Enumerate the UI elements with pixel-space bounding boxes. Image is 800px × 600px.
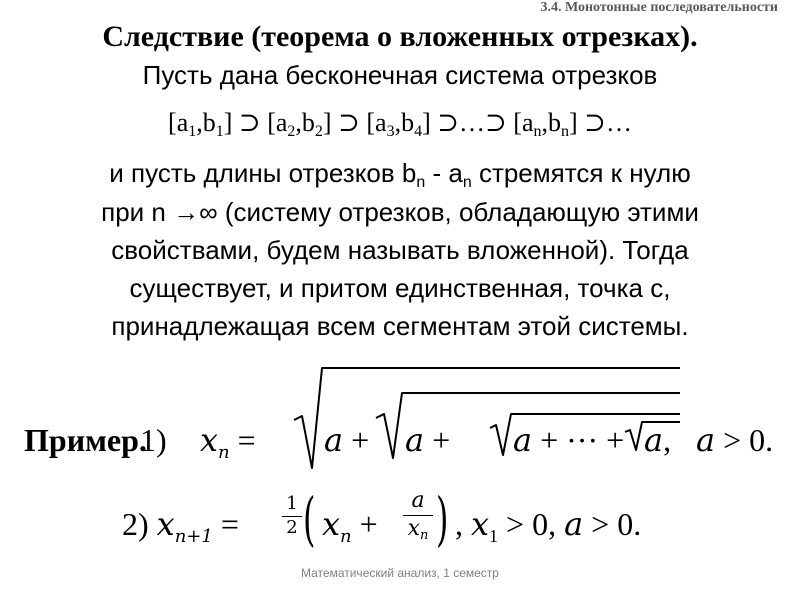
a-over-xn-fraction: a $x_n$ [403, 490, 433, 542]
corollary-line-7: принадлежащая всем сегментам этой системы. [111, 311, 689, 341]
radicand-1: a + [324, 421, 370, 459]
xn-term: $x_n$ + [322, 505, 378, 547]
corollary-line-6: существует, и притом единственная, точка c, [129, 273, 671, 303]
radicand-3: a + ··· + [513, 421, 625, 459]
corollary-line-5: свойствами, будем называть вложенной). Тогда [111, 235, 689, 265]
example-label: Пример. [24, 422, 147, 458]
corollary-title: Следствие (теорема о вложенных отрезках). [102, 20, 698, 53]
radicand-2: a + [405, 421, 451, 459]
corollary-line-4: при n →∞ (систему отрезков, обладающую этими [101, 197, 699, 227]
corollary-line-1: Пусть дана бесконечная система отрезков [142, 60, 658, 90]
right-paren: ) [436, 485, 449, 553]
example-2-lhs: 2) $x_{n+1}$ = [122, 505, 239, 547]
footer: Математический анализ, 1 семестр [301, 566, 499, 580]
section-header: 3.4. Монотонные последовательности [540, 0, 778, 15]
radicand-4: a, [644, 421, 672, 459]
example-2-conditions: , $x_1 > 0$, a > 0. [455, 505, 642, 546]
example-1-lhs: $x_n$ = [200, 421, 256, 463]
nested-segments-sequence: $[a_1,b_1]$ ⊃ $[a_2,b_2]$ ⊃ $[a_3,b_4]$ ⊃…⊃ $[a_n,b_n]$ ⊃… [168, 108, 632, 140]
example-1-number: 1) [140, 422, 167, 458]
half-fraction: 1 2 [282, 495, 302, 537]
example-1-condition: a > 0. [696, 421, 774, 459]
corollary-line-3: и пусть длины отрезков $b_n - a_n$ стремятся к нулю [109, 158, 691, 191]
left-paren: ( [303, 485, 316, 553]
